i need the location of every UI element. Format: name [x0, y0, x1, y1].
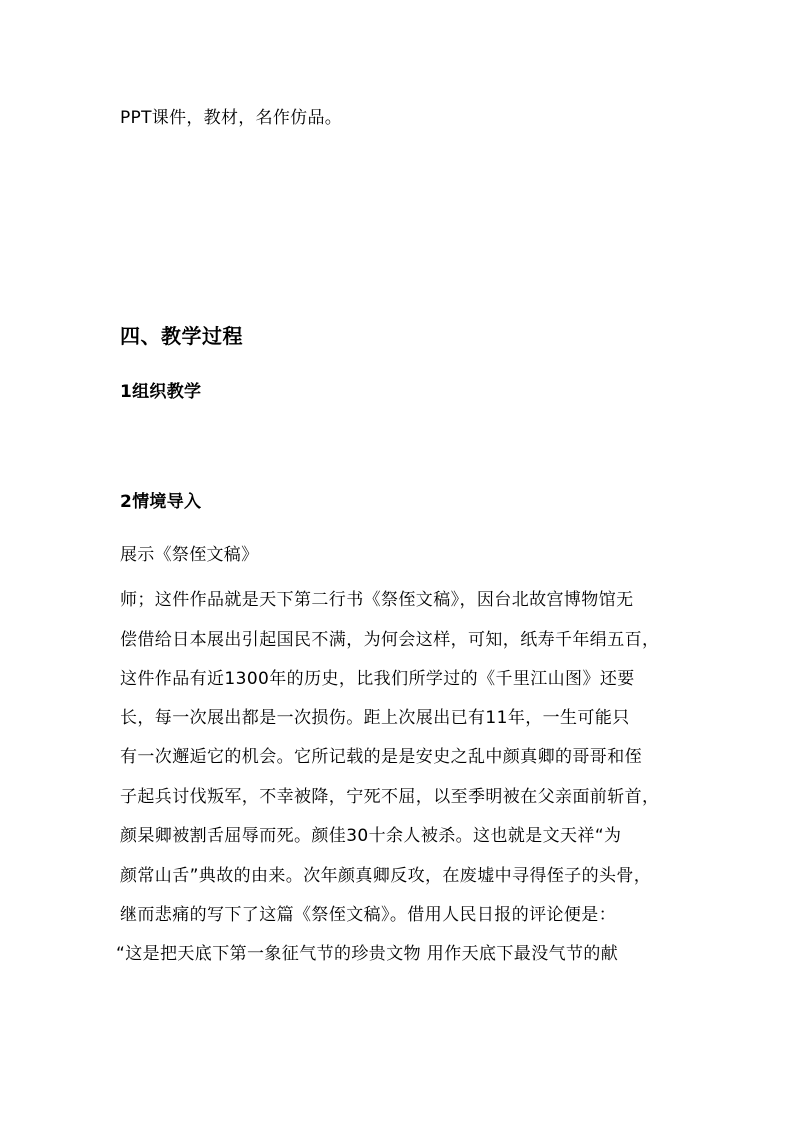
paragraph-line: 师；这件作品就是天下第二行书《祭侄文稿》，因台北故宫博物馆无: [120, 590, 634, 610]
paragraph-line: “这是把天底下第一象征气节的珍贵文物 用作天底下最没气节的献: [116, 944, 619, 964]
paragraph-line: 颜杲卿被割舌屈辱而死。颜佳30十余人被杀。这也就是文天祥“为: [120, 826, 622, 846]
step2-title: 2情境导入: [120, 492, 202, 512]
show-line: 展示《祭侄文稿》: [120, 545, 259, 565]
paragraph-line: 偿借给日本展出引起国民不满，为何会这样，可知，纸寿千年绢五百，: [120, 630, 660, 650]
paragraph-line: 子起兵讨伐叛军，不幸被降，宁死不屈，以至季明被在父亲面前斩首，: [120, 787, 660, 807]
materials-line: PPT课件，教材，名作仿品。: [120, 108, 343, 128]
section-heading: 四、教学过程: [120, 324, 243, 348]
paragraph-line: 有一次邂逅它的机会。它所记载的是是安史之乱中颜真卿的哥哥和侄: [120, 747, 642, 767]
paragraph-line: 颜常山舌”典故的由来。次年颜真卿反攻，在废墟中寻得侄子的头骨，: [120, 866, 652, 886]
paragraph-line: 继而悲痛的写下了这篇《祭侄文稿》。借用人民日报的评论便是：: [120, 905, 617, 925]
paragraph-line: 这件作品有近1300年的历史，比我们所学过的《千里江山图》还要: [120, 669, 635, 689]
paragraph-line: 长，每一次展出都是一次损伤。距上次展出已有11年，一生可能只: [120, 708, 630, 728]
step1-title: 1组织教学: [120, 382, 202, 402]
